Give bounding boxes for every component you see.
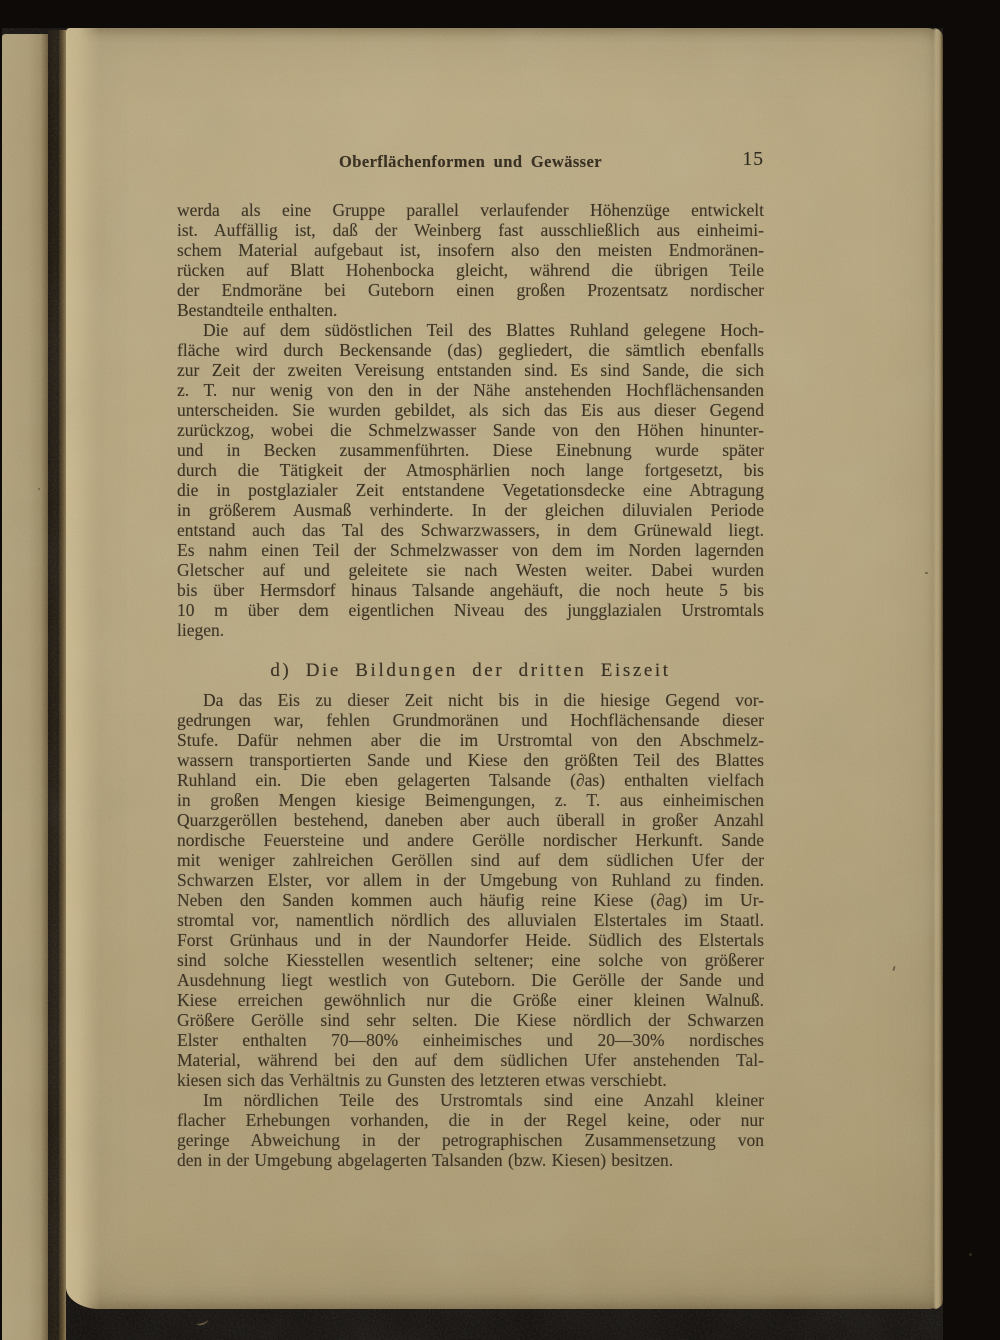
text-line: Die auf dem südöstlichen Teil des Blattes Ruhland gelegene Hoch- — [203, 320, 764, 340]
running-header — [177, 149, 764, 178]
text-line: rücken auf Blatt Hohenbocka gleicht, während die übrigen Teile — [177, 260, 764, 280]
text-line: Ausdehnung liegt westlich von Guteborn. Die Gerölle der Sande und — [177, 970, 764, 990]
text-line: liegen. — [177, 620, 225, 640]
text-line: stromtal vor, namentlich nördlich des alluvialen Elstertales im Staatl. — [177, 910, 764, 930]
text-line: Es nahm einen Teil der Schmelzwasser von dem im Norden lagernden — [177, 540, 764, 560]
text-line: unterscheiden. Sie wurden gebildet, als sich das Eis aus dieser Gegend — [177, 400, 764, 420]
text-line: zurückzog, wobei die Schmelzwasser Sande von den Höhen hinunter- — [177, 420, 764, 440]
paragraph — [177, 690, 764, 1090]
text-line: Da das Eis zu dieser Zeit nicht bis in die hiesige Gegend vor- — [203, 690, 764, 710]
text-line: in größerem Ausmaß verhinderte. In der gleichen diluvialen Periode — [177, 500, 764, 520]
text-line: in großen Mengen kiesige Beimengungen, z. T. aus einheimischen — [177, 790, 764, 810]
text-line: gedrungen war, fehlen Grundmoränen und Hochflächensande dieser — [177, 710, 764, 730]
text-line: Kiese erreichen gewöhnlich nur die Größe einer kleinen Walnuß. — [177, 990, 764, 1010]
text-line: die in postglazialer Zeit entstandene Vegetationsdecke eine Abtragung — [177, 480, 764, 500]
ink-speck — [925, 572, 928, 574]
page-number: 15 — [742, 149, 764, 170]
text-line: Bestandteile enthalten. — [177, 300, 338, 320]
text-line: Stufe. Dafür nehmen aber die im Urstromtal von den Abschmelz- — [177, 730, 764, 750]
text-line: Material, während bei den auf dem südlichen Ufer anstehenden Tal- — [177, 1050, 764, 1070]
text-line: entstand auch das Tal des Schwarzwassers, in dem Grünewald liegt. — [177, 520, 764, 540]
book-page — [66, 28, 943, 1309]
text-line: Quarzgeröllen bestehend, daneben aber auch überall in großer Anzahl — [177, 810, 764, 830]
text-line: kiesen sich das Verhältnis zu Gunsten des letzteren etwas verschiebt. — [177, 1070, 667, 1090]
paragraph — [177, 1090, 764, 1170]
text-line: Gletscher auf und geleitete sie nach Westen weiter. Dabei wurden — [177, 560, 764, 580]
text-line: werda als eine Gruppe parallel verlaufender Höhenzüge entwickelt — [177, 200, 764, 220]
text-line: z. T. nur wenig von den in der Nähe anstehenden Hochflächensanden — [177, 380, 764, 400]
paragraph — [177, 200, 764, 320]
scratch-mark — [195, 1316, 209, 1326]
text-line: bis über Hermsdorf hinaus Talsande angehäuft, die noch heute 5 bis — [177, 580, 764, 600]
text-line: schem Material aufgebaut ist, insofern also den meisten Endmoränen- — [177, 240, 764, 260]
text-line: nordische Feuersteine und andere Gerölle nordischer Herkunft. Sande — [177, 830, 764, 850]
text-line: sind solche Kiesstellen wesentlich seltener; eine solche von größerer — [177, 950, 764, 970]
ink-speck — [892, 966, 895, 971]
text-line: durch die Tätigkeit der Atmosphärlien noch lange fortgesetzt, bis — [177, 460, 764, 480]
text-line: wassern transportierten Sande und Kiese den größten Teil des Blattes — [177, 750, 764, 770]
previous-page-edge — [2, 34, 50, 1340]
text-line: und in Becken zusammenführten. Diese Einebnung wurde später — [177, 440, 764, 460]
section-heading: d) Die Bildungen der dritten Eiszeit — [270, 660, 671, 681]
text-line: Neben den Sanden kommen auch häufig reine Kiese (∂ag) im Ur- — [177, 890, 764, 910]
text-line: geringe Abweichung in der petrographischen Zusammensetzung von — [177, 1130, 764, 1150]
text-body — [177, 200, 764, 1170]
text-line: mit weniger zahlreichen Geröllen sind auf dem südlichen Ufer der — [177, 850, 764, 870]
paragraph — [177, 320, 764, 640]
text-line: zur Zeit der zweiten Vereisung entstanden sind. Es sind Sande, die sich — [177, 360, 764, 380]
text-line: Im nördlichen Teile des Urstromtals sind eine Anzahl kleiner — [203, 1090, 764, 1110]
text-line: Forst Grünhaus und in der Naundorfer Heide. Südlich des Elstertals — [177, 930, 764, 950]
text-line: Elster enthalten 70—80% einheimisches und 20—30% nordisches — [177, 1030, 764, 1050]
book-gutter-shadow — [48, 30, 66, 1340]
text-line: ist. Auffällig ist, daß der Weinberg fast ausschließlich aus einheimi- — [177, 220, 764, 240]
text-line: der Endmoräne bei Guteborn einen großen Prozentsatz nordischer — [177, 280, 764, 300]
text-line: Ruhland ein. Die eben gelagerten Talsande (∂as) enthalten vielfach — [177, 770, 764, 790]
text-line: den in der Umgebung abgelagerten Talsanden (bzw. Kiesen) besitzen. — [177, 1150, 674, 1170]
text-line: Schwarzen Elster, vor allem in der Umgebung von Ruhland zu finden. — [177, 870, 764, 890]
text-line: fläche wird durch Beckensande (das) gegliedert, die sämtlich ebenfalls — [177, 340, 764, 360]
running-header-title: Oberflächenformen und Gewässer — [339, 152, 602, 171]
text-line: flacher Erhebungen vorhanden, die in der Regel keine, oder nur — [177, 1110, 764, 1130]
text-line: Größere Gerölle sind sehr selten. Die Kiese nördlich der Schwarzen — [177, 1010, 764, 1030]
text-line: 10 m über dem eigentlichen Niveau des jungglazialen Urstromtals — [177, 600, 764, 620]
ink-speck — [969, 1253, 972, 1256]
